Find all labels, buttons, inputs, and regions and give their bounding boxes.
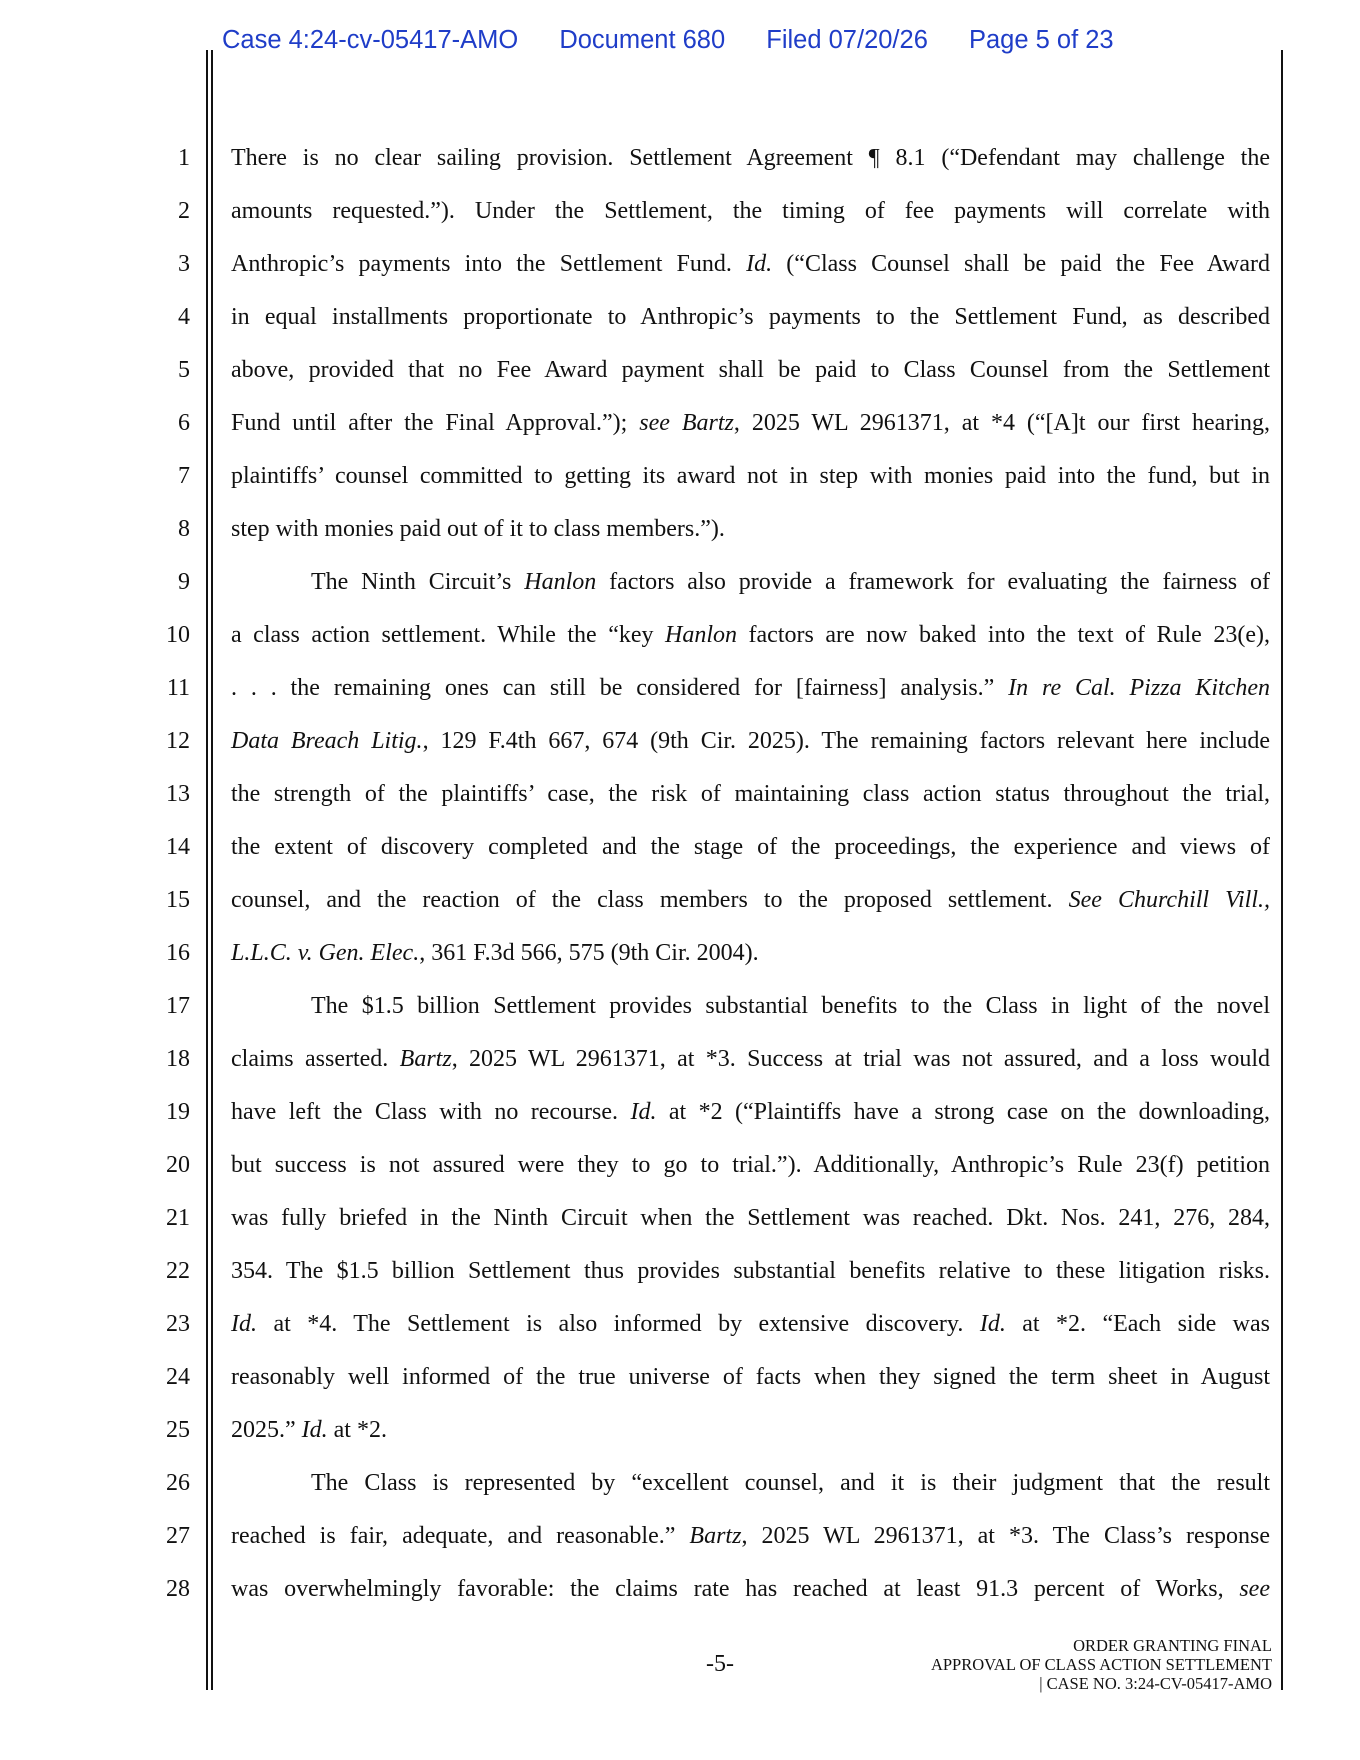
body-line: step with monies paid out of it to class members.”). (231, 516, 725, 542)
line-number: 25 (166, 1417, 190, 1443)
line-number: 23 (166, 1311, 190, 1337)
case-name-italic: Hanlon (665, 622, 738, 648)
body-line: 354. The $1.5 billion Settlement thus provides substantial benefits relative to these litigation risks. (231, 1258, 1270, 1284)
body-line: Id. at *4. The Settlement is also informed by extensive discovery. Id. at *2. “Each side was (231, 1311, 1271, 1337)
paragraph-start: The $1.5 billion Settlement provides substantial benefits to the Class in light of the novel (311, 993, 1270, 1019)
body-line: Data Breach Litig., 129 F.4th 667, 674 (9th Cir. 2025). The remaining factors relevant here include (231, 728, 1270, 754)
body-line: was fully briefed in the Ninth Circuit when the Settlement was reached. Dkt. Nos. 241, 276, 284, (231, 1205, 1270, 1231)
citation-italic: See Churchill Vill., (1068, 887, 1270, 913)
body-line: Anthropic’s payments into the Settlement Fund. Id. (“Class Counsel shall be paid the Fee Award (231, 251, 1271, 277)
citation-italic: L.L.C. v. Gen. Elec. (231, 940, 420, 966)
citation-italic: In re Cal. Pizza Kitchen (1008, 675, 1270, 701)
line-number: 8 (178, 516, 190, 542)
body-line: a class action settlement. While the “key Hanlon factors are now baked into the text of Rule 23(e), (231, 622, 1270, 648)
line-number: 1 (178, 145, 190, 171)
body-line: the extent of discovery completed and the stage of the proceedings, the experience and views of (231, 834, 1270, 860)
line-number: 26 (166, 1470, 190, 1496)
body-line: counsel, and the reaction of the class members to the proposed settlement. See Churchill Vill., (231, 887, 1270, 913)
footer-title-line-2: APPROVAL OF CLASS ACTION SETTLEMENT (930, 1655, 1272, 1674)
filed-date: Filed 07/20/26 (766, 26, 928, 54)
document-number: Document 680 (559, 26, 726, 54)
case-number: Case 4:24-cv-05417-AMO (222, 26, 519, 54)
body-line: L.L.C. v. Gen. Elec., 361 F.3d 566, 575 (9th Cir. 2004). (231, 940, 759, 966)
line-number: 22 (166, 1258, 190, 1284)
ecf-header (222, 26, 1148, 55)
line-number: 20 (166, 1152, 190, 1178)
line-number: 21 (166, 1205, 190, 1231)
body-line: above, provided that no Fee Award payment shall be paid to Class Counsel from the Settlement (231, 357, 1270, 383)
paragraph-start: The Ninth Circuit’s Hanlon factors also provide a framework for evaluating the fairness of (311, 569, 1270, 595)
line-number: 6 (178, 410, 190, 436)
body-line: 2025.” Id. at *2. (231, 1417, 387, 1443)
body-line: reasonably well informed of the true universe of facts when they signed the term sheet in August (231, 1364, 1270, 1390)
line-number: 18 (166, 1046, 190, 1072)
citation-italic: Id. (630, 1099, 657, 1125)
body-line: plaintiffs’ counsel committed to getting its award not in step with monies paid into the fund, but in (231, 463, 1270, 489)
body-line: There is no clear sailing provision. Settlement Agreement ¶ 8.1 (“Defendant may challenge the (231, 145, 1270, 171)
line-number: 28 (166, 1576, 190, 1602)
citation-italic: see Bartz (639, 410, 734, 436)
citation-italic: Id. (231, 1311, 257, 1337)
left-margin-rule (206, 50, 208, 1690)
body-line: was overwhelmingly favorable: the claims rate has reached at least 91.3 percent of Works, see (231, 1576, 1270, 1602)
line-number: 27 (166, 1523, 190, 1549)
line-number: 4 (178, 304, 190, 330)
line-number: 12 (166, 728, 190, 754)
line-number: 7 (178, 463, 190, 489)
line-number: 15 (166, 887, 190, 913)
body-line: . . . the remaining ones can still be considered for [fairness] analysis.” In re Cal. Pizza Kitchen (231, 675, 1270, 701)
citation-italic: see (1239, 1576, 1270, 1602)
line-number: 11 (166, 675, 190, 701)
line-number: 2 (178, 198, 190, 224)
line-number: 9 (178, 569, 190, 595)
citation-italic: Id. (301, 1417, 328, 1443)
citation-italic: Id. (979, 1311, 1006, 1337)
line-number: 24 (166, 1364, 190, 1390)
line-number: 13 (166, 781, 190, 807)
footer-title-line-1: ORDER GRANTING FINAL (1073, 1636, 1272, 1655)
page-indicator: Page 5 of 23 (968, 26, 1114, 54)
footer-case-number: | CASE NO. 3:24-CV-05417-AMO (1039, 1674, 1272, 1693)
line-number: 5 (178, 357, 190, 383)
right-margin-rule (1281, 50, 1283, 1690)
case-name-italic: Hanlon (524, 569, 597, 595)
citation-italic: Id. (746, 251, 773, 277)
body-line: but success is not assured were they to go to trial.”). Additionally, Anthropic’s Rule 23(f) petition (231, 1152, 1270, 1178)
line-number: 14 (166, 834, 190, 860)
body-line: amounts requested.”). Under the Settlement, the timing of fee payments will correlate with (231, 198, 1270, 224)
paragraph-start: The Class is represented by “excellent counsel, and it is their judgment that the result (311, 1470, 1270, 1496)
page-number: -5- (706, 1651, 734, 1677)
line-number: 3 (178, 251, 190, 277)
line-number: 10 (166, 622, 190, 648)
citation-italic: Bartz (689, 1523, 742, 1549)
body-line: in equal installments proportionate to Anthropic’s payments to the Settlement Fund, as described (231, 304, 1270, 330)
body-line: reached is fair, adequate, and reasonable.” Bartz, 2025 WL 2961371, at *3. The Class’s response (231, 1523, 1270, 1549)
body-line: Fund until after the Final Approval.”); see Bartz, 2025 WL 2961371, at *4 (“[A]t our first hearing, (231, 410, 1270, 436)
citation-italic: Bartz (399, 1046, 452, 1072)
line-number: 16 (166, 940, 190, 966)
citation-italic: Data Breach Litig. (231, 728, 423, 754)
body-line: have left the Class with no recourse. Id. at *2 (“Plaintiffs have a strong case on the downloading, (231, 1099, 1271, 1125)
line-number: 17 (166, 993, 190, 1019)
body-line: claims asserted. Bartz, 2025 WL 2961371, at *3. Success at trial was not assured, and a loss would (231, 1046, 1270, 1072)
body-line: the strength of the plaintiffs’ case, the risk of maintaining class action status throughout the trial, (231, 781, 1270, 807)
line-number: 19 (166, 1099, 190, 1125)
left-margin-rule-inner (211, 50, 213, 1690)
